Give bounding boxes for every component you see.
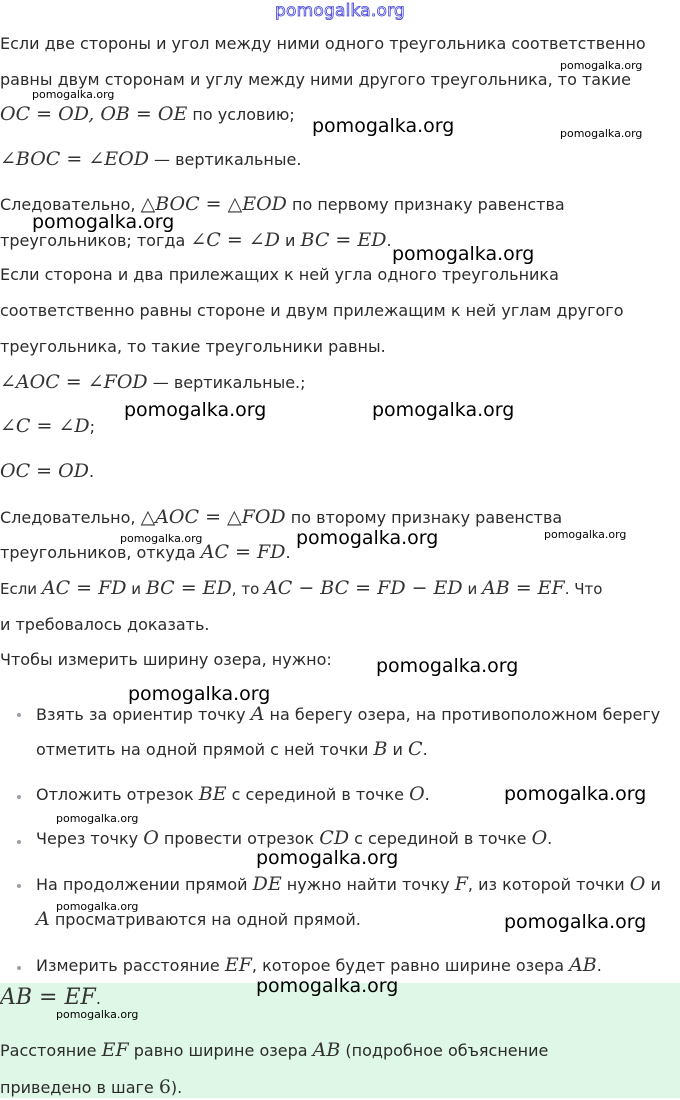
paragraph-line	[0, 613, 210, 637]
watermark-small: pomogalka.org	[120, 532, 203, 545]
math-formula: AB	[312, 1039, 341, 1061]
math-formula: △AOC = △FOD	[140, 506, 286, 528]
math-formula: ∠AOC = ∠FOD	[0, 371, 148, 393]
math-formula: ∠BOC = ∠EOD	[0, 148, 149, 170]
watermark-small: pomogalka.org	[560, 127, 643, 140]
text: .	[386, 231, 392, 250]
paragraph-line	[0, 147, 301, 172]
bullet-icon	[17, 713, 21, 717]
math-formula: O	[531, 827, 548, 849]
header-watermark: pomogalka.org	[275, 1, 405, 21]
math-formula: AB	[569, 954, 597, 976]
text: .	[422, 740, 428, 759]
paragraph-line	[0, 299, 624, 323]
text: Следовательно,	[0, 508, 141, 527]
text: треугольников, откуда	[0, 543, 201, 562]
bullet-icon	[17, 966, 21, 970]
math-formula: △BOC = △EOD	[140, 193, 287, 215]
text: по условию;	[187, 105, 295, 124]
bullet-icon	[17, 884, 21, 888]
text: — вертикальные.;	[147, 373, 306, 392]
text: и	[126, 580, 146, 598]
text: .	[424, 785, 430, 804]
math-formula: OC = OD, OB = OE	[0, 103, 188, 125]
text: отметить на одной прямой с ней точки	[36, 740, 374, 759]
text: по первому признаку равенства	[286, 195, 565, 214]
bullet-icon	[17, 795, 21, 799]
text: На продолжении прямой	[36, 875, 253, 894]
text: равно ширине озера	[128, 1041, 313, 1060]
text: .	[285, 543, 291, 562]
watermark-small: pomogalka.org	[544, 528, 627, 541]
math-formula: A	[36, 908, 50, 930]
watermark: pomogalka.org	[128, 683, 271, 705]
list-item	[36, 872, 661, 897]
text: просматриваются на одной прямой.	[49, 910, 361, 929]
watermark: pomogalka.org	[124, 399, 267, 421]
watermark: pomogalka.org	[256, 975, 399, 997]
watermark-small: pomogalka.org	[560, 59, 643, 72]
watermark-small: pomogalka.org	[56, 900, 139, 913]
text: — вертикальные.	[148, 150, 302, 169]
watermark: pomogalka.org	[504, 783, 647, 805]
text: . Что	[564, 580, 603, 598]
math-formula: EF	[224, 954, 252, 976]
text: Измерить расстояние	[36, 956, 225, 975]
text: ).	[170, 1078, 183, 1097]
list-item	[36, 702, 660, 727]
text: треугольника, то такие треугольники равны.	[0, 337, 386, 356]
text: .	[95, 989, 101, 1008]
math-formula: EF	[101, 1039, 129, 1061]
text: на берегу озера, на противоположном берегу	[264, 705, 661, 724]
math-formula: O	[143, 827, 159, 849]
text: треугольников; тогда	[0, 231, 191, 250]
paragraph-line	[0, 335, 386, 359]
paragraph-line	[0, 370, 306, 395]
text: Если две стороны и угол между ними одного треугольника соответственно	[0, 34, 646, 53]
paragraph-line	[0, 263, 559, 287]
math-formula: ∠C = ∠D	[190, 229, 280, 251]
math-formula: AC − BC = FD − ED	[264, 577, 463, 599]
math-formula: C	[408, 738, 423, 760]
math-formula: O	[629, 873, 646, 895]
text: .	[547, 829, 553, 848]
math-formula: BC = ED	[145, 577, 232, 599]
watermark: pomogalka.org	[256, 847, 399, 869]
math-formula: BC = ED	[300, 229, 387, 251]
watermark-small: pomogalka.org	[56, 812, 139, 825]
paragraph-line	[0, 648, 332, 672]
text: Если	[0, 580, 42, 598]
watermark: pomogalka.org	[372, 399, 515, 421]
paragraph-line	[0, 102, 295, 127]
math-formula: AB = EF	[481, 577, 565, 599]
paragraph-line	[0, 576, 602, 601]
text: и	[279, 231, 301, 250]
list-item	[36, 782, 430, 807]
math-formula: ∠C = ∠D	[0, 415, 90, 437]
text: с серединой в точке	[349, 829, 532, 848]
text: Если сторона и два прилежащих к ней угла одного треугольника	[0, 265, 559, 284]
text: провести отрезок	[158, 829, 320, 848]
watermark: pomogalka.org	[376, 655, 519, 677]
math-formula: B	[373, 738, 388, 760]
text: и	[387, 740, 409, 759]
paragraph-line	[0, 459, 94, 484]
math-formula: DE	[252, 873, 282, 895]
math-formula: OC = OD	[0, 460, 89, 482]
text: нужно найти точку	[281, 875, 455, 894]
paragraph-line	[0, 505, 562, 530]
text: по второму признаку равенства	[285, 508, 563, 527]
text: равны двум сторонам и углу между ними другого треугольника, то такие	[0, 70, 631, 89]
text: ;	[89, 417, 96, 436]
watermark: pomogalka.org	[32, 211, 175, 233]
text: .	[596, 956, 602, 975]
text: соответственно равны стороне и двум прилежащим к ней углам другого	[0, 301, 624, 320]
text: и	[645, 875, 661, 894]
watermark: pomogalka.org	[504, 911, 647, 933]
text: .	[88, 462, 95, 481]
list-item-continuation	[36, 737, 428, 762]
math-formula: 6	[158, 1076, 171, 1098]
watermark-small: pomogalka.org	[56, 1008, 139, 1021]
watermark-small: pomogalka.org	[32, 88, 115, 101]
text: Отложить отрезок	[36, 785, 199, 804]
text: Через точку	[36, 829, 144, 848]
math-formula: AB = EF	[0, 985, 96, 1010]
math-formula: A	[250, 703, 265, 725]
text: Чтобы измерить ширину озера, нужно:	[0, 650, 332, 669]
text: Расстояние	[0, 1041, 102, 1060]
text: , то	[231, 580, 265, 598]
watermark: pomogalka.org	[296, 527, 439, 549]
paragraph-line	[0, 32, 646, 56]
text: приведено в шаге	[0, 1078, 159, 1097]
watermark: pomogalka.org	[312, 115, 455, 137]
text: и	[462, 580, 482, 598]
math-formula: BE	[198, 783, 227, 805]
math-formula: CD	[319, 827, 350, 849]
answer-line	[0, 1075, 182, 1100]
watermark: pomogalka.org	[392, 243, 535, 265]
answer-line	[0, 1038, 548, 1063]
bullet-icon	[17, 840, 21, 844]
text: (подробное объяснение	[340, 1041, 549, 1060]
text: , из которой точки	[467, 875, 630, 894]
paragraph-line	[0, 414, 95, 439]
text: , которое будет равно ширине озера	[251, 956, 570, 975]
math-formula: AC = FD	[200, 541, 286, 563]
text: Следовательно,	[0, 195, 141, 214]
math-formula: AC = FD	[41, 577, 127, 599]
math-formula: O	[409, 783, 425, 805]
text: и требовалось доказать.	[0, 615, 210, 634]
text: с серединой в точке	[226, 785, 410, 804]
math-formula: F	[454, 873, 468, 895]
text: Взять за ориентир точку	[36, 705, 251, 724]
